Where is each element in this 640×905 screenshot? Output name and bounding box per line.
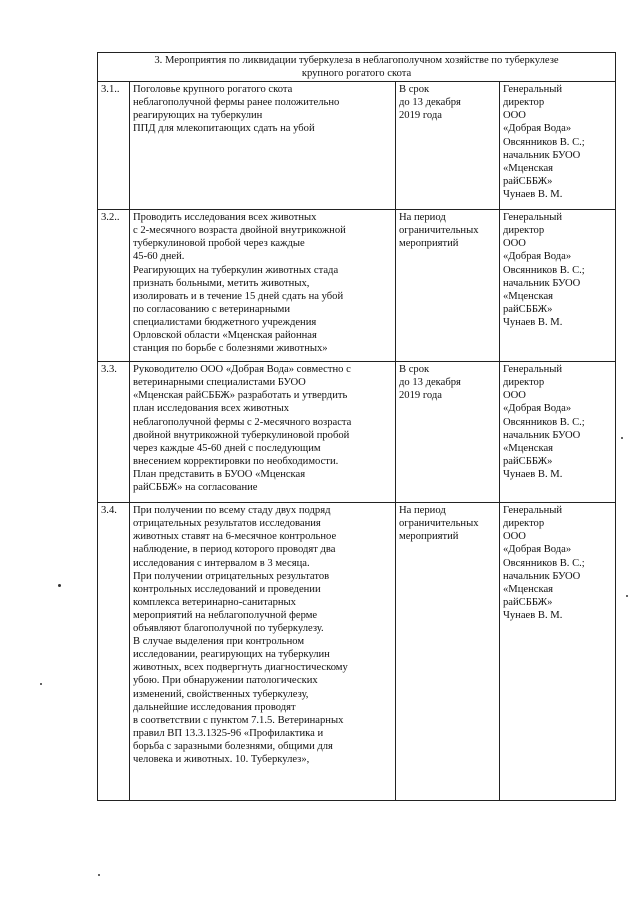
responsible-cell — [500, 210, 616, 362]
responsible-cell-line: ООО — [503, 531, 526, 543]
action-cell-line: комплекса ветеринарно-санитарных — [133, 596, 296, 608]
responsible-cell-line: директор — [503, 518, 545, 530]
deadline-cell — [396, 82, 500, 210]
deadline-cell-line: На период — [399, 212, 446, 224]
action-cell-line: правил ВП 13.3.1325-96 «Профилактика и — [133, 727, 324, 739]
table-row — [98, 82, 616, 210]
scan-speck — [626, 595, 628, 597]
responsible-cell-line: «Добрая Вода» — [503, 403, 572, 415]
scan-speck — [40, 683, 42, 685]
action-cell-line: объявляют благополучной по туберкулезу. — [133, 623, 324, 635]
responsible-cell-line: Генеральный — [503, 505, 563, 517]
responsible-cell-line: Чунаев В. М. — [503, 468, 563, 480]
action-cell-line: изолировать и в течение 15 дней сдать на убой — [133, 290, 344, 302]
action-cell-line: Реагирующих на туберкулин животных стада — [133, 264, 339, 276]
responsible-cell-line: Генеральный — [503, 364, 563, 376]
action-cell-line: «Мценская райСББЖ» разработать и утвердить — [133, 390, 348, 402]
action-cell-line: мероприятий на неблагополучной ферме — [133, 609, 318, 621]
responsible-cell-line: «Мценская — [503, 290, 554, 302]
table-row — [98, 362, 616, 503]
action-cell-line: реагирующих на туберкулин — [133, 110, 263, 122]
responsible-cell-line: райСББЖ» — [503, 455, 553, 467]
responsible-cell-line: «Добрая Вода» — [503, 544, 572, 556]
action-cell-line: через каждые 45-60 дней с последующим — [133, 442, 321, 454]
measures-table — [97, 52, 616, 801]
action-cell-line: Проводить исследования всех животных — [133, 212, 317, 224]
responsible-cell-line: Чунаев В. М. — [503, 188, 563, 200]
responsible-cell — [500, 503, 616, 801]
deadline-cell-line: В срок — [399, 84, 430, 96]
responsible-cell-line: ООО — [503, 238, 526, 250]
action-cell-line: станция по борьбе с болезнями животных» — [133, 343, 328, 355]
action-cell-line: неблагополучной фермы ранее положительно — [133, 97, 340, 109]
action-cell-line: райСББЖ» на согласование — [133, 482, 258, 494]
responsible-cell-line: начальник БУОО — [503, 429, 581, 441]
action-cell-line: Орловской области «Мценская районная — [133, 330, 317, 342]
action-cell — [130, 362, 396, 503]
action-cell-line: 45-60 дней. — [133, 251, 185, 263]
scan-speck — [621, 437, 623, 439]
action-cell — [130, 82, 396, 210]
responsible-cell — [500, 362, 616, 503]
action-cell-line: специалистами бюджетного учреждения — [133, 316, 317, 328]
responsible-cell-line: «Мценская — [503, 583, 554, 595]
section-header-row — [98, 53, 616, 82]
action-cell — [130, 210, 396, 362]
responsible-cell-line: Овсянников В. С.; — [503, 136, 585, 148]
responsible-cell-line: «Добрая Вода» — [503, 123, 572, 135]
action-cell-line: животных, всех подвергнуть диагностическому — [133, 662, 348, 674]
responsible-cell-line: Генеральный — [503, 84, 563, 96]
deadline-cell-line: 2019 года — [399, 110, 443, 122]
number-cell — [98, 503, 130, 801]
scan-speck — [98, 874, 100, 876]
responsible-cell-line: ООО — [503, 110, 526, 122]
action-cell-line: исследовании, реагирующих на туберкулин — [133, 649, 330, 661]
action-cell-line: туберкулиновой пробой через каждые — [133, 238, 305, 250]
action-cell-line: признать больными, метить животных, — [133, 277, 310, 289]
action-cell-line: дальнейшие исследования проводят — [133, 701, 296, 713]
responsible-cell-line: райСББЖ» — [503, 175, 553, 187]
responsible-cell-line: Овсянников В. С.; — [503, 264, 585, 276]
action-cell-line: наблюдение, в период которого проводят два — [133, 544, 336, 556]
responsible-cell — [500, 82, 616, 210]
responsible-cell-line: Овсянников В. С.; — [503, 557, 585, 569]
action-cell-line: с 2-месячного возраста двойной внутрикожной — [133, 225, 346, 237]
action-cell-line: ППД для млекопитающих сдать на убой — [133, 123, 315, 135]
action-cell-line: исследования с интервалом в 3 месяца. — [133, 557, 310, 569]
scan-speck — [58, 584, 61, 587]
responsible-cell-line: Генеральный — [503, 212, 563, 224]
responsible-cell-line: «Добрая Вода» — [503, 251, 572, 263]
row-number: 3.2.. — [101, 212, 120, 224]
responsible-cell-line: «Мценская — [503, 442, 554, 454]
action-cell-line: человека и животных. 10. Туберкулез», — [133, 753, 310, 765]
row-number: 3.1.. — [101, 84, 120, 96]
responsible-cell-line: директор — [503, 97, 545, 109]
section-title-line: крупного рогатого скота — [301, 68, 412, 80]
deadline-cell-line: ограничительных — [399, 518, 479, 530]
action-cell-line: двойной внутрикожной туберкулиновой пробой — [133, 429, 350, 441]
action-cell-line: При получении по всему стаду двух подряд — [133, 505, 331, 517]
deadline-cell-line: до 13 декабря — [399, 97, 461, 109]
deadline-cell-line: мероприятий — [399, 238, 459, 250]
section-title — [98, 53, 616, 82]
action-cell-line: План представить в БУОО «Мценская — [133, 468, 306, 480]
action-cell-line: отрицательных результатов исследования — [133, 518, 321, 530]
action-cell-line: контрольных исследований и проведении — [133, 583, 321, 595]
section-title-line: 3. Мероприятия по ликвидации туберкулеза в неблагополучном хозяйстве по туберкулезе — [154, 55, 559, 66]
deadline-cell-line: до 13 декабря — [399, 377, 461, 389]
action-cell-line: убою. При обнаружении патологических — [133, 675, 318, 687]
responsible-cell-line: райСББЖ» — [503, 596, 553, 608]
table-row — [98, 210, 616, 362]
row-number: 3.4. — [101, 505, 117, 517]
deadline-cell — [396, 362, 500, 503]
action-cell-line: план исследования всех животных — [133, 403, 290, 415]
number-cell — [98, 82, 130, 210]
action-cell-line: неблагополучной фермы с 2-месячного возраста — [133, 416, 352, 428]
deadline-cell-line: мероприятий — [399, 531, 459, 543]
action-cell-line: изменений, свойственных туберкулезу, — [133, 688, 309, 700]
action-cell-line: в соответствии с пунктом 7.1.5. Ветеринарных — [133, 714, 344, 726]
deadline-cell — [396, 210, 500, 362]
action-cell-line: В случае выделения при контрольном — [133, 636, 305, 648]
action-cell-line: ветеринарными специалистами БУОО — [133, 377, 306, 389]
row-number: 3.3. — [101, 364, 117, 376]
deadline-cell — [396, 503, 500, 801]
deadline-cell-line: В срок — [399, 364, 430, 376]
responsible-cell-line: «Мценская — [503, 162, 554, 174]
responsible-cell-line: Овсянников В. С.; — [503, 416, 585, 428]
action-cell-line: Поголовье крупного рогатого скота — [133, 84, 293, 96]
number-cell — [98, 210, 130, 362]
number-cell — [98, 362, 130, 503]
action-cell-line: по согласованию с ветеринарными — [133, 303, 290, 315]
responsible-cell-line: начальник БУОО — [503, 570, 581, 582]
action-cell-line: борьба с заразными болезнями, общими для — [133, 740, 333, 752]
responsible-cell-line: Чунаев В. М. — [503, 609, 563, 621]
responsible-cell-line: Чунаев В. М. — [503, 316, 563, 328]
action-cell-line: При получении отрицательных результатов — [133, 570, 330, 582]
responsible-cell-line: райСББЖ» — [503, 303, 553, 315]
responsible-cell-line: директор — [503, 225, 545, 237]
action-cell — [130, 503, 396, 801]
responsible-cell-line: ООО — [503, 390, 526, 402]
action-cell-line: животных ставят на 6-месячное контрольное — [133, 531, 337, 543]
action-cell-line: внесением корректировки по необходимости. — [133, 455, 339, 467]
table-row — [98, 503, 616, 801]
deadline-cell-line: ограничительных — [399, 225, 479, 237]
responsible-cell-line: директор — [503, 377, 545, 389]
responsible-cell-line: начальник БУОО — [503, 149, 581, 161]
responsible-cell-line: начальник БУОО — [503, 277, 581, 289]
action-cell-line: Руководителю ООО «Добрая Вода» совместно с — [133, 364, 351, 376]
deadline-cell-line: На период — [399, 505, 446, 517]
deadline-cell-line: 2019 года — [399, 390, 443, 402]
